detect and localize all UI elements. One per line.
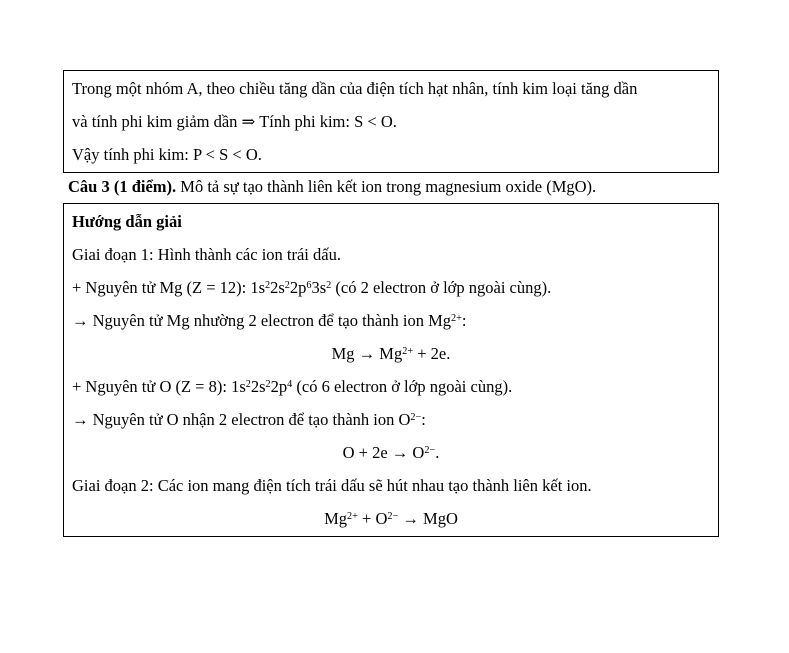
solution-o-receives: → Nguyên tử O nhận 2 electron để tạo thành ion $O^{2-}$: — [72, 410, 426, 429]
solution-title: Hướng dẫn giải — [72, 212, 182, 231]
trend-line-1: Trong một nhóm A, theo chiều tăng dần của điện tích hạt nhân, tính kim loại tăng dần — [72, 79, 638, 98]
trend-line-3: Vậy tính phi kim: P < S < O. — [72, 145, 262, 164]
equation-mg-ion: $Mg \to Mg^{2+} + 2e$. — [331, 344, 451, 363]
solution-mg-config: + Nguyên tử Mg (Z = 12): $1s^22s^22p^63s^2$ (có 2 electron ở lớp ngoài cùng). — [72, 278, 552, 297]
question-cau-3 — [68, 174, 596, 200]
equation-o-ion: $O + 2e \to O^{2-}$. — [342, 443, 440, 462]
equation-mgo: $Mg^{2+} + O^{2-}$ → MgO — [324, 509, 458, 528]
question-label: Câu 3 (1 điểm). — [68, 177, 177, 196]
solution-o-config: + Nguyên tử O (Z = 8): $1s^22s^22p^4$ (có 6 electron ở lớp ngoài cùng). — [72, 377, 513, 396]
solution-box — [63, 203, 719, 537]
solution-stage1: Giai đoạn 1: Hình thành các ion trái dấu. — [72, 245, 341, 264]
group-a-trend-box — [63, 70, 719, 173]
question-text: Mô tả sự tạo thành liên kết ion trong magnesium oxide (MgO). — [176, 177, 597, 196]
trend-line-2: và tính phi kim giảm dần ⇒ Tính phi kim: S < O. — [72, 112, 397, 131]
solution-stage2: Giai đoạn 2: Các ion mang điện tích trái dấu sẽ hút nhau tạo thành liên kết ion. — [72, 476, 592, 495]
solution-mg-gives: → Nguyên tử Mg nhường 2 electron để tạo thành ion $Mg^{2+}$: — [72, 311, 467, 330]
